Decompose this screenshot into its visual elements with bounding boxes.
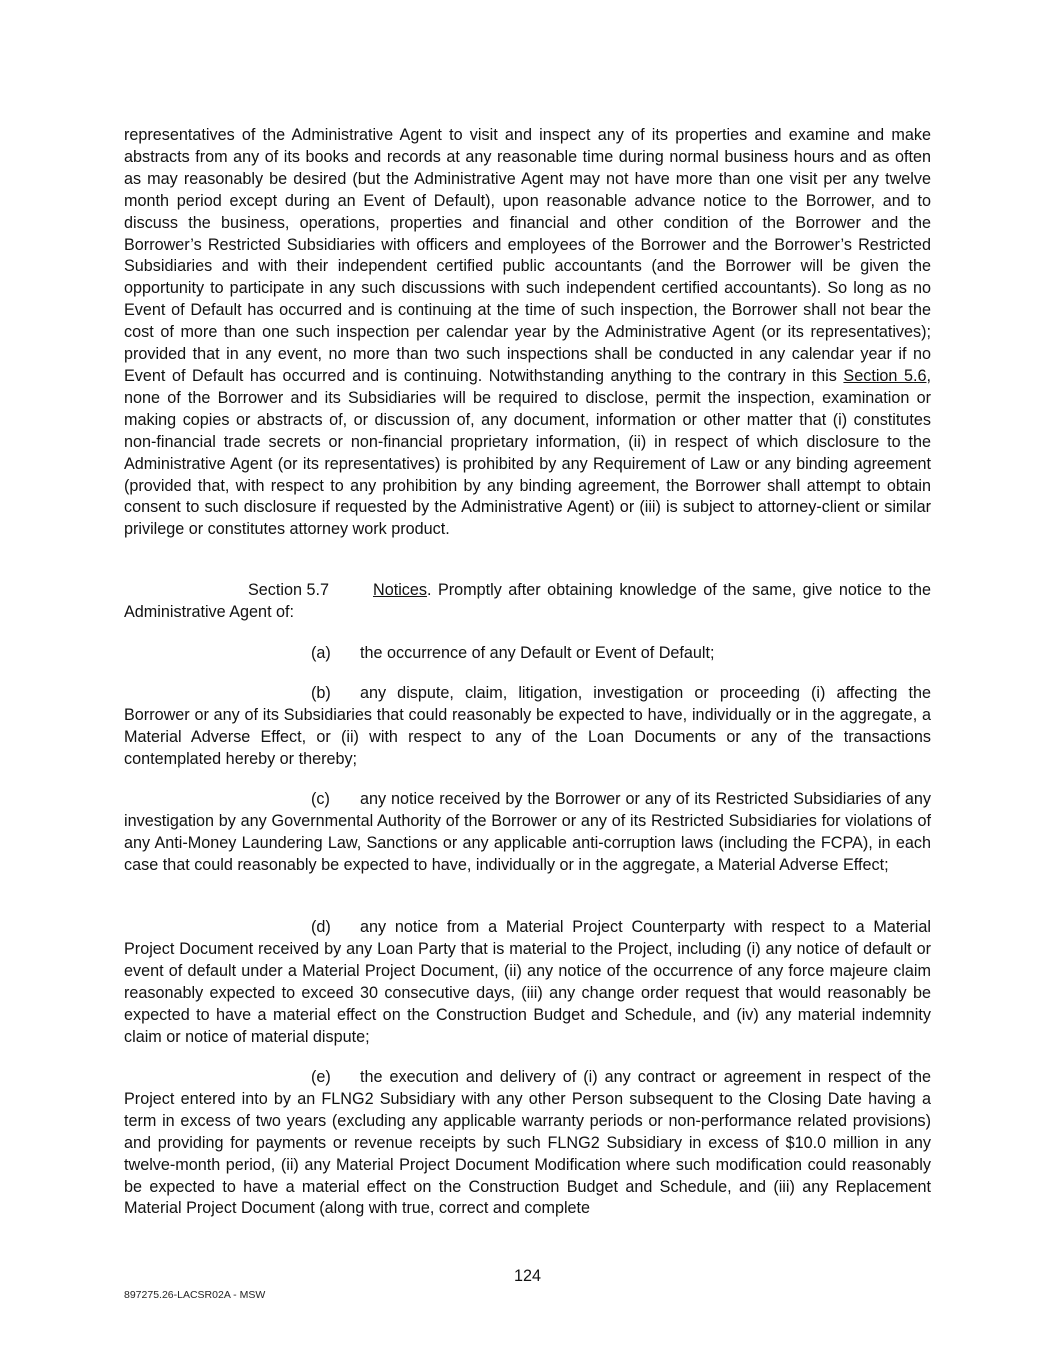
footer-document-id: 897275.26-LACSR02A - MSW — [124, 1289, 266, 1301]
list-item — [124, 1067, 931, 1220]
item-label: (b) — [311, 684, 331, 702]
paragraph-text: representatives of the Administrative Agent to visit and inspect any of its properties and examine and make abstracts from any of its books and records at any reasonable time during normal business hours and as often as may reasonably be desired (but the Administrative Agent may not have more than one visit per any twelve month period except during an Event of Default), upon reasonable advance notice to the Borrower, and to discuss the business, operations, properties and financial and other condition of the Borrower and the Borrower’s Restricted Subsidiaries with officers and employees of the Borrower and the Borrower’s Restricted Subsidiaries and with their independent certified public accountants (and the Borrower will be given the opportunity to participate in any such discussions with such independent certified accountants). So long as no Event of Default has occurred and is continuing at the time of such inspection, the Borrower shall not bear the cost of more than one such inspection per calendar year by the Administrative Agent (or its representatives); provided that in any event, no more than two such inspections shall be conducted in any calendar year if no Event of Default has occurred and is continuing. Notwithstanding anything to the contrary in this — [124, 126, 931, 385]
section-5-6-reference: Section 5.6 — [843, 366, 927, 385]
item-text: the occurrence of any Default or Event of Default; — [360, 644, 715, 662]
item-label: (c) — [311, 790, 330, 808]
paragraph-inspection-rights — [124, 125, 931, 541]
paragraph-text: , none of the Borrower and its Subsidiaries will be required to disclose, permit the inspection, examination or making copies or abstracts of, or discussion of, any document, information or other matter that (i) constitutes non-financial trade secrets or non-financial proprietary information, (ii) in respect of which disclosure to the Administrative Agent (or its representatives) is prohibited by any Requirement of Law or any binding agreement (provided that, with respect to any prohibition by any binding agreement, the Borrower shall attempt to obtain consent to such disclosure if requested by the Administrative Agent) or (iii) is subject to attorney-client or similar privilege or constitutes attorney work product. — [124, 366, 931, 539]
section-number: Section 5.7 — [248, 581, 329, 599]
section-intro-text: . Promptly after obtaining knowledge of the same, give notice to the Administrative Agent of: — [124, 581, 931, 621]
section-5-7-heading — [124, 580, 931, 624]
item-label: (d) — [311, 918, 331, 936]
item-text: any dispute, claim, litigation, investigation or proceeding (i) affecting the Borrower or any of its Subsidiaries that could reasonably be expected to have, individually or in the aggregate, a Material Adverse Effect, or (ii) with respect to any of the Loan Documents or any of the transactions contemplated hereby or thereby; — [124, 684, 931, 768]
list-item — [124, 789, 931, 877]
item-label: (e) — [311, 1068, 331, 1086]
list-item — [124, 917, 931, 1048]
section-title: Notices — [373, 581, 427, 599]
item-label: (a) — [311, 644, 331, 662]
item-text: the execution and delivery of (i) any contract or agreement in respect of the Project entered into by an FLNG2 Subsidiary with any other Person subsequent to the Closing Date having a term in excess of two years (excluding any applicable warranty periods or non-performance related provisions) and providing for payments or revenue receipts by such FLNG2 Subsidiary in excess of $10.0 million in any twelve-month period, (ii) any Material Project Document Modification where such modification could reasonably be expected to have a material effect on the Construction Budget and Schedule, and (iii) any Replacement Material Project Document (along with true, correct and complete — [124, 1068, 931, 1218]
item-text: any notice from a Material Project Counterparty with respect to a Material Project Document received by any Loan Party that is material to the Project, including (i) any notice of default or event of default under a Material Project Document, (ii) any notice of the occurrence of any force majeure claim reasonably expected to exceed 30 consecutive days, (iii) any change order request that would reasonably be expected to have a material effect on the Construction Budget and Schedule, and (iv) any material indemnity claim or notice of material dispute; — [124, 918, 931, 1046]
item-text: any notice received by the Borrower or any of its Restricted Subsidiaries of any investigation by any Governmental Authority of the Borrower or any of its Restricted Subsidiaries for violations of any Anti-Money Laundering Law, Sanctions or any applicable anti-corruption laws (including the FCPA), in each case that could reasonably be expected to have, individually or in the aggregate, a Material Adverse Effect; — [124, 790, 931, 874]
list-item — [124, 643, 931, 665]
page-number: 124 — [513, 1267, 541, 1285]
list-item — [124, 683, 931, 771]
